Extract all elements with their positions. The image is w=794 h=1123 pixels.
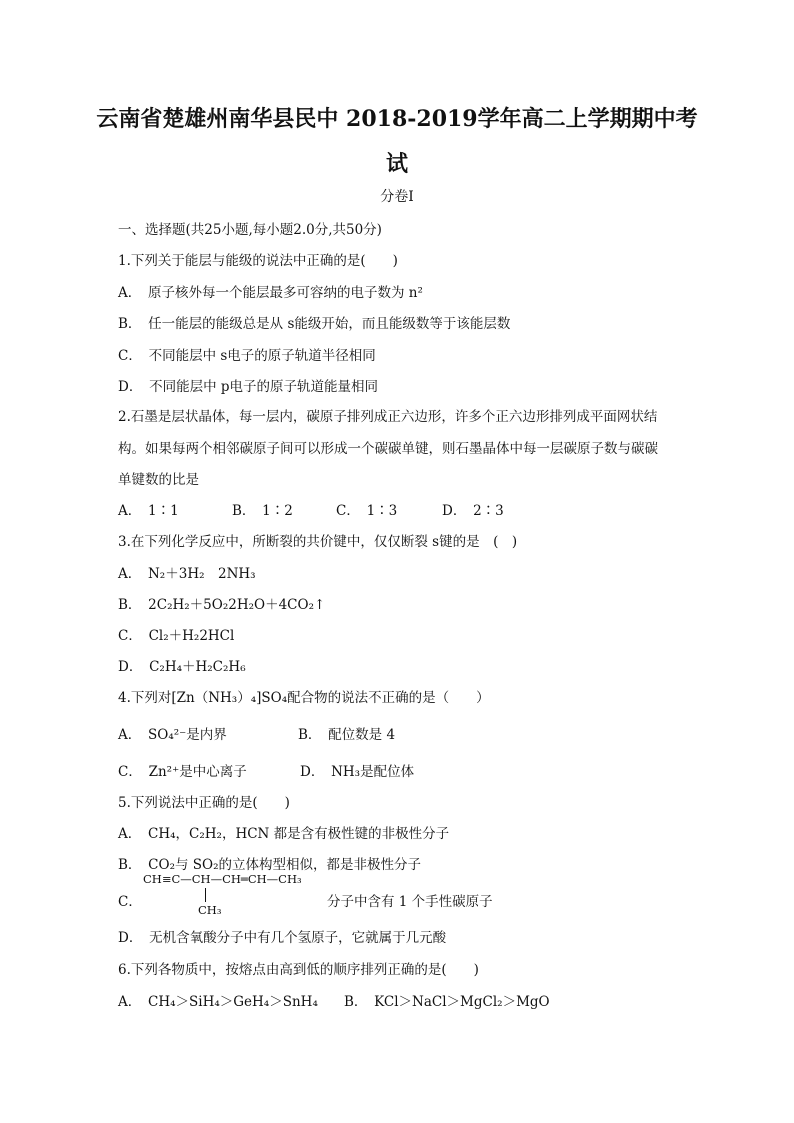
q5-option-c-label: C． bbox=[118, 894, 142, 910]
q6-option-b: B． KCl＞NaCl＞MgCl₂＞MgO bbox=[344, 994, 550, 1010]
q5-option-d: D． 无机含氧酸分子中有几个氢原子，它就属于几元酸 bbox=[118, 930, 447, 946]
q3-option-d: D． C₂H₄＋H₂C₂H₆ bbox=[118, 659, 246, 675]
q2-option-c: C． 1∶3 bbox=[336, 503, 398, 519]
q2-option-a: A． 1∶1 bbox=[118, 503, 179, 519]
q5-option-c-text: 分子中含有 1 个手性碳原子 bbox=[327, 894, 493, 910]
structure-branch-methyl: CH₃ bbox=[198, 903, 222, 917]
q1-stem: 1.下列关于能层与能级的说法中正确的是( ) bbox=[118, 253, 398, 269]
q5-option-a: A． CH₄，C₂H₂，HCN 都是含有极性键的非极性分子 bbox=[118, 826, 450, 842]
structure-branch-bond bbox=[205, 888, 206, 902]
q2-option-d: D． 2∶3 bbox=[442, 503, 504, 519]
q4-option-b: B． 配位数是 4 bbox=[298, 727, 396, 743]
q5-structural-formula bbox=[143, 872, 333, 920]
structure-main-chain: CH≡C—CH—CH═CH—CH₃ bbox=[143, 872, 302, 886]
q4-option-c: C． Zn²⁺是中心离子 bbox=[118, 764, 247, 780]
q3-option-a: A． N₂＋3H₂ 2NH₃ bbox=[118, 566, 256, 582]
q6-option-a: A． CH₄＞SiH₄＞GeH₄＞SnH₄ bbox=[118, 994, 318, 1010]
q3-stem: 3.在下列化学反应中，所断裂的共价键中，仅仅断裂 s键的是 ( ) bbox=[118, 534, 518, 550]
q2-stem-line1: 2.石墨是层状晶体，每一层内，碳原子排列成正六边形，许多个正六边形排列成平面网状结 bbox=[118, 409, 658, 425]
q2-stem-line2: 构。如果每两个相邻碳原子间可以形成一个碳碳单键，则石墨晶体中每一层碳原子数与碳碳 bbox=[118, 441, 658, 457]
q1-option-d: D． 不同能层中 p电子的原子轨道能量相同 bbox=[118, 379, 379, 395]
q4-stem: 4.下列对[Zn（NH₃）₄]SO₄配合物的说法不正确的是（ ） bbox=[118, 690, 490, 706]
q1-option-b: B． 任一能层的能级总是从 s能级开始，而且能级数等于该能层数 bbox=[118, 316, 511, 332]
q4-option-a: A． SO₄²⁻是内界 bbox=[118, 727, 227, 743]
q5-option-b: B． CO₂与 SO₂的立体构型相似，都是非极性分子 bbox=[118, 857, 421, 873]
q2-option-b: B． 1∶2 bbox=[232, 503, 293, 519]
part-heading: 一、选择题(共25小题,每小题2.0分,共50分) bbox=[118, 222, 382, 238]
q1-option-a: A． 原子核外每一个能层最多可容纳的电子数为 n² bbox=[118, 285, 423, 301]
document-title-line1: 云南省楚雄州南华县民中 2018-2019学年高二上学期期中考 bbox=[96, 106, 698, 132]
q3-option-c: C． Cl₂＋H₂2HCl bbox=[118, 628, 235, 644]
q6-stem: 6.下列各物质中，按熔点由高到低的顺序排列正确的是( ) bbox=[118, 962, 479, 978]
document-title-line2: 试 bbox=[385, 151, 408, 177]
q5-stem: 5.下列说法中正确的是( ) bbox=[118, 795, 290, 811]
q1-option-c: C． 不同能层中 s电子的原子轨道半径相同 bbox=[118, 348, 376, 364]
q2-stem-line3: 单键数的比是 bbox=[118, 472, 199, 488]
section-label: 分卷I bbox=[380, 189, 414, 205]
q4-option-d: D． NH₃是配位体 bbox=[300, 764, 415, 780]
q3-option-b: B． 2C₂H₂＋5O₂2H₂O＋4CO₂↑ bbox=[118, 597, 326, 613]
